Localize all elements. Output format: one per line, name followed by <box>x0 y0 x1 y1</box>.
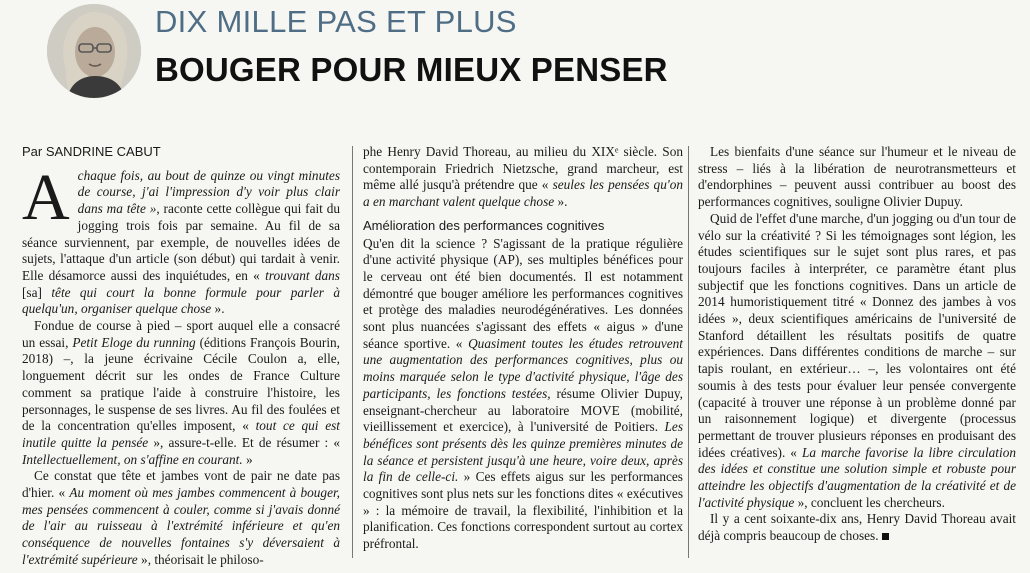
italic-text-run: Quasiment toutes les études retrouvent une augmentation des performances cognitives, plus ou moins marquée selon le type d'activité physique, l'âge des participants, les fonctions testées, <box>363 335 683 401</box>
paragraph <box>22 468 340 568</box>
italic-text-run: chaque fois, au bout de quinze ou vingt minutes de course, j'ai l'impression d'y voir plus clair dans ma tête » <box>77 167 340 217</box>
italic-text-run: trouvant dans <box>265 267 340 283</box>
paragraph <box>698 511 1016 544</box>
drop-cap: A <box>22 160 70 234</box>
byline: Par SANDRINE CABUT <box>22 144 161 159</box>
italic-text-run: Petit Eloge du running <box>72 334 196 350</box>
end-of-article-mark <box>882 533 889 540</box>
italic-text-run: seules les pensées qu'on a en marchant valent quelque chose <box>363 177 683 210</box>
paragraph <box>363 236 683 553</box>
article-column-3 <box>698 144 1016 545</box>
text-run: », assure-t-elle. Et de résumer : « <box>148 434 340 450</box>
paragraph <box>22 318 340 468</box>
text-run: , raconte cette collègue qui fait du jogging trois fois par semaine. Au fil de sa séance surviennent, par exemple, de nouvelles idées de sujets, l'attaque d'un article (son début) qui tardait à venir. Elle désamorce aussi des inquiétudes, en « <box>22 201 340 283</box>
text-run: Fondue de course à pied – sport auquel elle a consacré un essai, <box>22 318 340 350</box>
italic-text-run: Intellectuellement, on s'affine en courant. <box>22 451 243 467</box>
section-subheading: Amélioration des performances cognitives <box>363 217 605 233</box>
italic-text-run: tête qui court la bonne formule pour parler à quelqu'un, organiser quelque chose <box>22 284 340 317</box>
text-run: ». <box>211 301 225 317</box>
text-run: Les bienfaits d'une séance sur l'humeur et le niveau de stress – liés à la libération de neurotransmetteurs et d'endorphines – peuvent aussi contribuer au boost des performances cognitives, souligne Olivier Dupuy. <box>698 144 1016 210</box>
paragraph <box>363 144 683 211</box>
text-run: phe Henry David Thoreau, au milieu du XIXᵉ siècle. Son contemporain Friedrich Nietzsche, grand marcheur, est même allé jusqu'à prétendre que « <box>363 144 683 193</box>
paragraph <box>698 144 1016 211</box>
text-run: Qu'en dit la science ? S'agissant de la pratique régulière d'une activité physique (AP), ses multiples bénéfices pour le cerveau ont été bien documentés. Il est notamment démontré que bouger améliore les performances cognitives et protège des maladies neurodégénératives. Les données sont plus nuancées s'agissant des effets « aigus » d'une séance sportive. « <box>363 235 683 351</box>
column-divider <box>688 146 689 558</box>
section-kicker: DIX MILLE PAS ET PLUS <box>155 4 517 39</box>
text-run: », théorisait le philoso- <box>137 551 264 567</box>
paragraph <box>22 160 340 318</box>
italic-text-run: Au moment où mes jambes commencent à bouger, mes pensées commencent à couler, comme si j'avais donné de l'air au ruisseau à l'extrémité inférieure et qu'en conséquence de nouvelles fontaines s'y déversaient à l'extrémité supérieure <box>22 485 341 567</box>
column-divider <box>352 146 353 558</box>
article-column-1 <box>22 144 340 569</box>
text-run: » <box>242 451 253 467</box>
text-run: », concluent les chercheurs. <box>794 494 945 510</box>
text-run: Quid de l'effet d'une marche, d'un jogging ou d'un tour de vélo sur la créativité ? Si les témoignages sont légion, les études scientifiques sur le sujet sont plus rares, et pas toujours faciles à interpréter, ce paramètre étant plus subjectif que les fonctions cognitives. Dans un article de 2014 humoristiquement titré « Donnez des jambes à vos idées », deux scientifiques américains de l'université de Stanford détaillent les résultats positifs de quatre expériences. Dans différentes conditions de marche – sur tapis roulant, en extérieur… –, les volontaires ont été soumis à des tests pour évaluer leur pensée convergente (capacité à trouver une réponse à un problème donné par un raisonnement logique) et divergente (processus permettant de trouver plusieurs réponses en produisant des idées créatives). « <box>698 210 1016 460</box>
italic-text-run: tout ce qui est inutile quitte la pensée <box>22 418 340 450</box>
text-run: Il y a cent soixante-dix ans, Henry David Thoreau avait déjà compris beaucoup de choses. <box>698 511 1016 544</box>
text-run: Ce constat que tête et jambes vont de pair ne date pas d'hier. « <box>22 468 340 501</box>
text-run: ». <box>554 194 568 210</box>
paragraph <box>698 211 1016 512</box>
article-column-2 <box>363 144 683 553</box>
italic-text-run: Les bénéfices sont présents dès les quinze premières minutes de la séance et persistent jusqu'à une heure, voire deux, après la fin de celle-ci. <box>363 419 683 485</box>
italic-text-run: La marche favorise la libre circulation des idées et constitue une solution simple et robuste pour atteindre les objectifs d'augmentation de la créativité et de l'activité physique <box>698 444 1016 510</box>
text-run: (éditions François Bourin, 2018) –, la jeune écrivaine Cécile Coulon a, elle, longuement décrit sur les ondes de France Culture comment sa pratique l'aide à construire l'histoire, les personnages, le suspense de ses livres. Au fil des foulées et de la concentration qu'elles imposent, « <box>22 334 340 434</box>
text-run: [sa] <box>22 284 52 300</box>
article-headline: BOUGER POUR MIEUX PENSER <box>155 51 668 88</box>
author-portrait <box>47 4 141 98</box>
text-run: » Ces effets aigus sur les performances cognitives sont plus nets sur les fonctions dites « exécutives » : la mémoire de travail, la flexibilité, l'inhibition et la planification. Ces fonctions correspondent surtout au cortex préfrontal. <box>363 469 683 552</box>
text-run: résume Olivier Dupuy, enseignant-chercheur au laboratoire MOVE (mobilité, vieillissement et exercice), à l'université de Poitiers. <box>363 385 683 435</box>
